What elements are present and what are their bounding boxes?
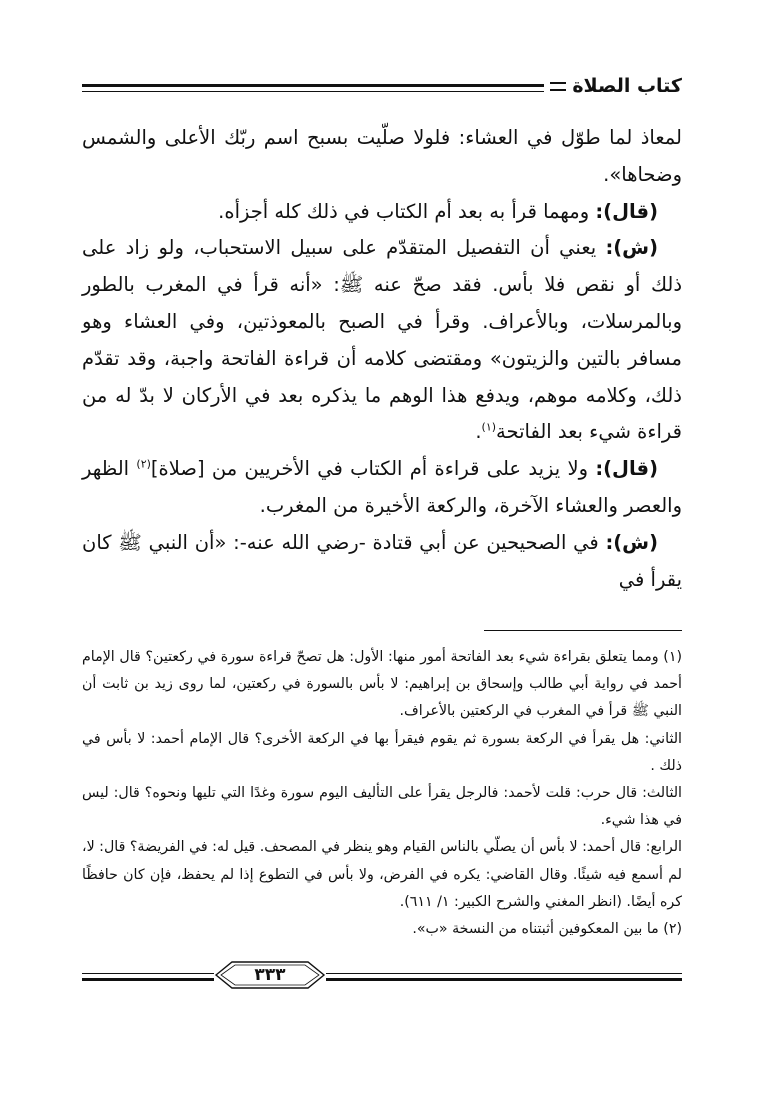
- footnote-1-second: الثاني: هل يقرأ في الركعة بسورة ثم يقوم فيقرأ بها في الركعة الأخرى؟ قال الإمام أحمد: لا بأس في ذلك .: [82, 730, 682, 774]
- paragraph-5-label: (ش):: [605, 530, 658, 554]
- paragraph-4: [82, 451, 682, 525]
- paragraph-4-text-b: الظهر والعصر والعشاء الآخرة، والركعة الأخيرة من المغرب.: [82, 457, 682, 517]
- paragraph-1: [82, 120, 682, 194]
- paragraph-2: [82, 194, 682, 231]
- paragraph-3-label: (ش):: [605, 236, 658, 260]
- footnote-separator: [484, 630, 682, 631]
- page-number-badge: [214, 960, 326, 990]
- footer-rule-left: [82, 973, 214, 981]
- paragraph-5: [82, 525, 682, 599]
- footnote-2: (٢) ما بين المعكوفين أثبتناه من النسخة «ب».: [412, 921, 682, 938]
- page-number: ٣٣٣: [254, 965, 286, 985]
- footer-rule-right: [326, 973, 682, 981]
- paragraph-4-text-a: ولا يزيد على قراءة أم الكتاب في الأخريين من [صلاة]: [150, 457, 596, 481]
- paragraph-4-label: (قال):: [595, 457, 658, 481]
- header-title: كتاب الصلاة: [550, 72, 682, 100]
- paragraph-2-label: (قال):: [595, 199, 658, 223]
- footnote-1: (١) ومما يتعلق بقراءة شيء بعد الفاتحة أمور منها: الأول: هل تصحّ قراءة سورة في ركعتين؟ قال الإمام أحمد في رواية أبي طالب وإسحاق بن إبراهيم: لا بأس بالسورة في ركعتين، لما روى زيد بن ثابت أن النبي ﷺ قرأ في المغرب في الركعتين بالأعراف.: [82, 649, 682, 720]
- paragraph-3-end: .: [475, 420, 482, 444]
- paragraph-1-text: لمعاذ لما طوّل في العشاء: فلولا صلّيت بسبح اسم ربّك الأعلى والشمس وضحاها».: [82, 126, 682, 186]
- running-header: [82, 72, 682, 102]
- paragraph-3-text: يعني أن التفصيل المتقدّم على سبيل الاستحباب، ولو زاد على ذلك أو نقص فلا بأس. فقد صحّ عنه ﷺ: «أنه قرأ في المغرب بالطور وبالمرسلات، وبالأعراف. وقرأ في الصبح بالمعوذتين، وفي العشاء وهو مسافر بالتين والزيتون» ومقتضى كلامه أن قراءة الفاتحة واجبة، وقد تقدّم ذلك، وكلامه موهم، ويدفع هذا الوهم ما يذكره بعد في الأركان لا بدّ له من قراءة شيء بعد الفاتحة: [82, 236, 682, 444]
- paragraph-2-text: ومهما قرأ به بعد أم الكتاب في ذلك كله أجزأه.: [218, 199, 596, 223]
- page-footer: [82, 960, 682, 992]
- header-rule: [82, 84, 544, 92]
- footnote-1-third: الثالث: قال حرب: قلت لأحمد: فالرجل يقرأ على التأليف اليوم سورة وغدًا التي تليها ونحوه؟ قال: ليس في هذا شيء.: [82, 785, 682, 829]
- footnote-1-fourth: الرابع: قال أحمد: لا بأس أن يصلّي بالناس القيام وهو ينظر في المصحف. قيل له: في الفريضة؟ قال: لا، لم أسمع فيه شيئًا. وقال القاضي: يكره في الفرض، ولا بأس في التطوع إذا لم يحفظ، فإن كان حافظًا كره أيضًا. (انظر المغني والشرح الكبير: ١/ ٦١١).: [82, 839, 682, 910]
- main-text: [82, 120, 682, 598]
- footnote-ref-2[interactable]: (٢): [136, 457, 151, 471]
- footnote-ref-1[interactable]: (١): [481, 420, 497, 434]
- paragraph-3: [82, 230, 682, 451]
- footnotes: [82, 644, 682, 943]
- paragraph-5-text: في الصحيحين عن أبي قتادة -رضي الله عنه-: «أن النبي ﷺ كان يقرأ في: [82, 530, 682, 591]
